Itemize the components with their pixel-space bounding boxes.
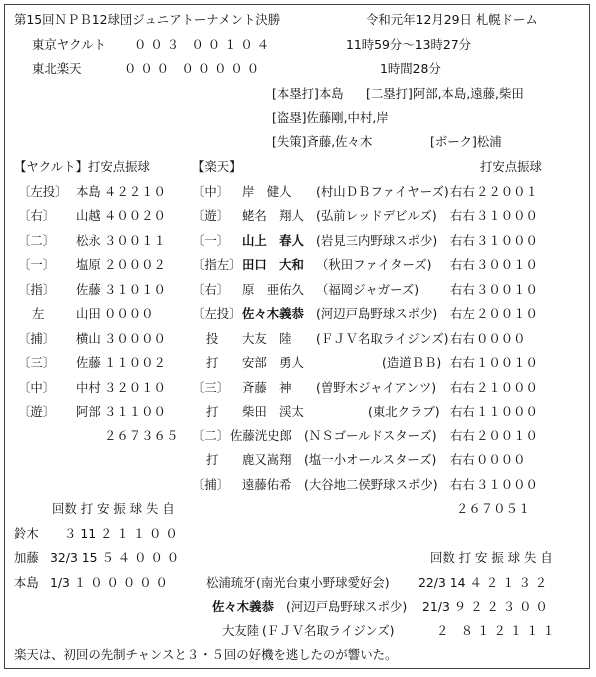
rakuten-name: 大友 陸 [242,331,292,346]
rakuten-team: (村山ＤＢファイヤーズ) [316,184,449,199]
rakuten-name: 山上 春人 [242,233,304,248]
yakult-pos: 〔中〕 [18,380,56,395]
yakult-stats: ３１０１０ [104,282,166,297]
rakuten-hand: 右右 [450,452,475,467]
rakuten-name: 佐藤洸史郎 [230,428,292,443]
rakuten-stats: ００００ [476,331,526,346]
yakult-pos: 〔指〕 [18,282,56,297]
rakuten-team: (東北クラブ) [368,404,440,419]
rakuten-hand: 右右 [450,233,475,248]
rakuten-stats: ２２００１ [476,184,538,199]
rakuten-hand: 右右 [450,257,475,272]
rakuten-hand: 右右 [450,208,475,223]
rakuten-name: 斉藤 神 [242,380,292,395]
yakult-stats: ４００２０ [104,208,166,223]
rakuten-pitcher-stats: 21/3 ９ ２ ２ ３ ０ ０ [422,599,548,614]
game-time: 11時59分～13時27分 [346,37,472,52]
yakult-pos: 〔左投〕 [18,184,68,199]
rakuten-name: 蛯名 翔人 [242,208,304,223]
rakuten-pos: 打 [206,404,219,419]
yakult-pitcher-stats: ３ 11 ２ １ １ ０ ０ [64,526,178,541]
rakuten-pos: 〔捕〕 [192,477,230,492]
yakult-stats: ００００ [104,306,154,321]
yakult-pitcher-name: 鈴木 [14,526,39,541]
yakult-name: 本島 [76,184,101,199]
rakuten-team: (塩一小オールスターズ) [304,452,437,467]
rakuten-team: (ＮＳゴールドスターズ) [304,428,437,443]
yakult-header: 【ヤクルト】打安点振球 [14,159,150,174]
rakuten-stats: ３１０００ [476,233,538,248]
rakuten-name: 鹿又嵩翔 [242,452,292,467]
rakuten-pos: 〔右〕 [192,282,230,297]
yakult-name: 佐藤 [76,355,101,370]
yakult-pos: 〔三〕 [18,355,56,370]
rakuten-stats: １００１０ [476,355,538,370]
rakuten-stats: ３００１０ [476,257,538,272]
note-error: [失策]斉藤,佐々木 [272,134,373,149]
team1-name: 東京ヤクルト [32,37,106,52]
rakuten-pos: 〔三〕 [192,380,230,395]
game-summary: 楽天は、初回の先制チャンスと３・５回の好機を逃したのが響いた。 [14,647,398,662]
team2-score: ０ ０ ０ ０ ０ ０ ０ ０ [124,61,260,76]
rakuten-team: (河辺戸島野球スポ少) [316,306,438,321]
yakult-stats: ３００００ [104,331,166,346]
rakuten-stats: ２１０００ [476,380,538,395]
rakuten-name: 岸 健人 [242,184,292,199]
yakult-pitcher-stats: 1/3 １ ０ ０ ０ ０ ０ [50,575,168,590]
yakult-stats: ３１１００ [104,404,166,419]
team2-name: 東北楽天 [32,61,82,76]
yakult-pitcher-stats: 32/3 15 ５ ４ ０ ０ ０ [50,550,180,565]
rakuten-pitcher-name: 佐々木義恭 [212,599,274,614]
rakuten-hand: 右右 [450,380,475,395]
rakuten-name: 安部 勇人 [242,355,304,370]
rakuten-team: (弘前レッドデビルズ) [316,208,437,223]
rakuten-pitching-header: 回数 打 安 振 球 失 自 [430,550,553,565]
rakuten-name: 佐々木義恭 [242,306,304,321]
yakult-name: 阿部 [76,404,101,419]
yakult-pitcher-name: 本島 [14,575,39,590]
yakult-stats: ３２０１０ [104,380,166,395]
rakuten-pos: 〔中〕 [192,184,230,199]
rakuten-stats: ２００１０ [476,428,538,443]
rakuten-pitcher-team: (南光台東小野球愛好会) [256,575,390,590]
rakuten-stats: ３１０００ [476,208,538,223]
rakuten-team: (岩見三内野球スポ少) [316,233,438,248]
yakult-pos: 〔捕〕 [18,331,56,346]
team1-score: ０ ０ ３ ０ ０ １ ０ ４ [134,37,270,52]
game-title: 第15回ＮＰＢ12球団ジュニアトーナメント決勝 [14,12,281,27]
yakult-pitcher-name: 加藤 [14,550,39,565]
yakult-total: ２６７３６５ [104,428,179,443]
pitching-header: 回数 打 安 振 球 失 自 [52,501,175,516]
yakult-name: 松永 [76,233,101,248]
rakuten-hand: 右右 [450,355,475,370]
rakuten-pitcher-team: (ＦＪＶ名取ライジンズ) [262,623,395,638]
yakult-name: 塩原 [76,257,101,272]
rakuten-hand: 右右 [450,428,475,443]
yakult-stats: ２０００２ [104,257,166,272]
rakuten-name: 遠藤佑希 [242,477,292,492]
rakuten-hand: 右右 [450,477,475,492]
rakuten-pos: 〔二〕 [192,428,230,443]
rakuten-stats: ００００ [476,452,526,467]
date-venue: 令和元年12月29日 札幌ドーム [366,12,538,27]
rakuten-header: 【楽天】 [192,159,242,174]
rakuten-pos: 投 [206,331,219,346]
rakuten-pitcher-stats: ２ ８ １ ２ １ １ １ [436,623,555,638]
rakuten-hand: 右右 [450,282,475,297]
note-balk: [ボーク]松浦 [430,134,502,149]
yakult-pos: 〔右〕 [18,208,56,223]
yakult-name: 佐藤 [76,282,101,297]
rakuten-stats: ３１０００ [476,477,538,492]
rakuten-pos: 〔一〕 [192,233,230,248]
note-steal: [盗塁]佐藤剛,中村,岸 [272,110,389,125]
rakuten-total: ２６７０５１ [456,501,531,516]
yakult-stats: ４２２１０ [104,184,166,199]
yakult-pos: 〔遊〕 [18,404,56,419]
game-duration: 1時間28分 [380,61,441,76]
yakult-name: 横山 [76,331,101,346]
yakult-pos: 左 [32,306,45,321]
rakuten-pos: 〔左投〕 [192,306,242,321]
rakuten-team: (曽野木ジャイアンツ) [316,380,437,395]
rakuten-name: 田口 大和 [242,257,304,272]
rakuten-pitcher-name: 大友陸 [222,623,260,638]
rakuten-hand: 右左 [450,306,475,321]
yakult-stats: ３００１１ [104,233,166,248]
yakult-name: 山田 [76,306,101,321]
yakult-pos: 〔一〕 [18,257,56,272]
yakult-pos: 〔二〕 [18,233,56,248]
yakult-name: 中村 [76,380,101,395]
yakult-stats: １１００２ [104,355,166,370]
rakuten-pos: 打 [206,355,219,370]
rakuten-team: (大谷地二侯野球スポ少) [304,477,438,492]
rakuten-pitcher-stats: 22/3 14 ４ ２ １ ３ ２ [418,575,548,590]
rakuten-team: (造道ＢＢ) [382,355,442,370]
rakuten-stats: ３００１０ [476,282,538,297]
rakuten-pitcher-name: 松浦琉牙 [206,575,256,590]
yakult-name: 山越 [76,208,101,223]
rakuten-pos: 〔指左〕 [192,257,242,272]
rakuten-pitcher-team: (河辺戸島野球スポ少) [286,599,408,614]
rakuten-hand: 右右 [450,184,475,199]
rakuten-team: （福岡ジャガーズ) [316,282,420,297]
rakuten-hand: 右右 [450,331,475,346]
rakuten-pos: 〔遊〕 [192,208,230,223]
rakuten-pos: 打 [206,452,219,467]
note-double: [二塁打]阿部,本島,遠藤,柴田 [366,86,524,101]
rakuten-team: （秋田ファイターズ) [316,257,432,272]
rakuten-stats: ２００１０ [476,306,538,321]
rakuten-name: 原 亜佑久 [242,282,304,297]
rakuten-team: (ＦＪＶ名取ライジンズ) [316,331,449,346]
rakuten-stat-header: 打安点振球 [480,159,542,174]
rakuten-name: 柴田 渓太 [242,404,304,419]
rakuten-hand: 右右 [450,404,475,419]
note-home-run: [本塁打]本島 [272,86,344,101]
rakuten-stats: １１０００ [476,404,538,419]
